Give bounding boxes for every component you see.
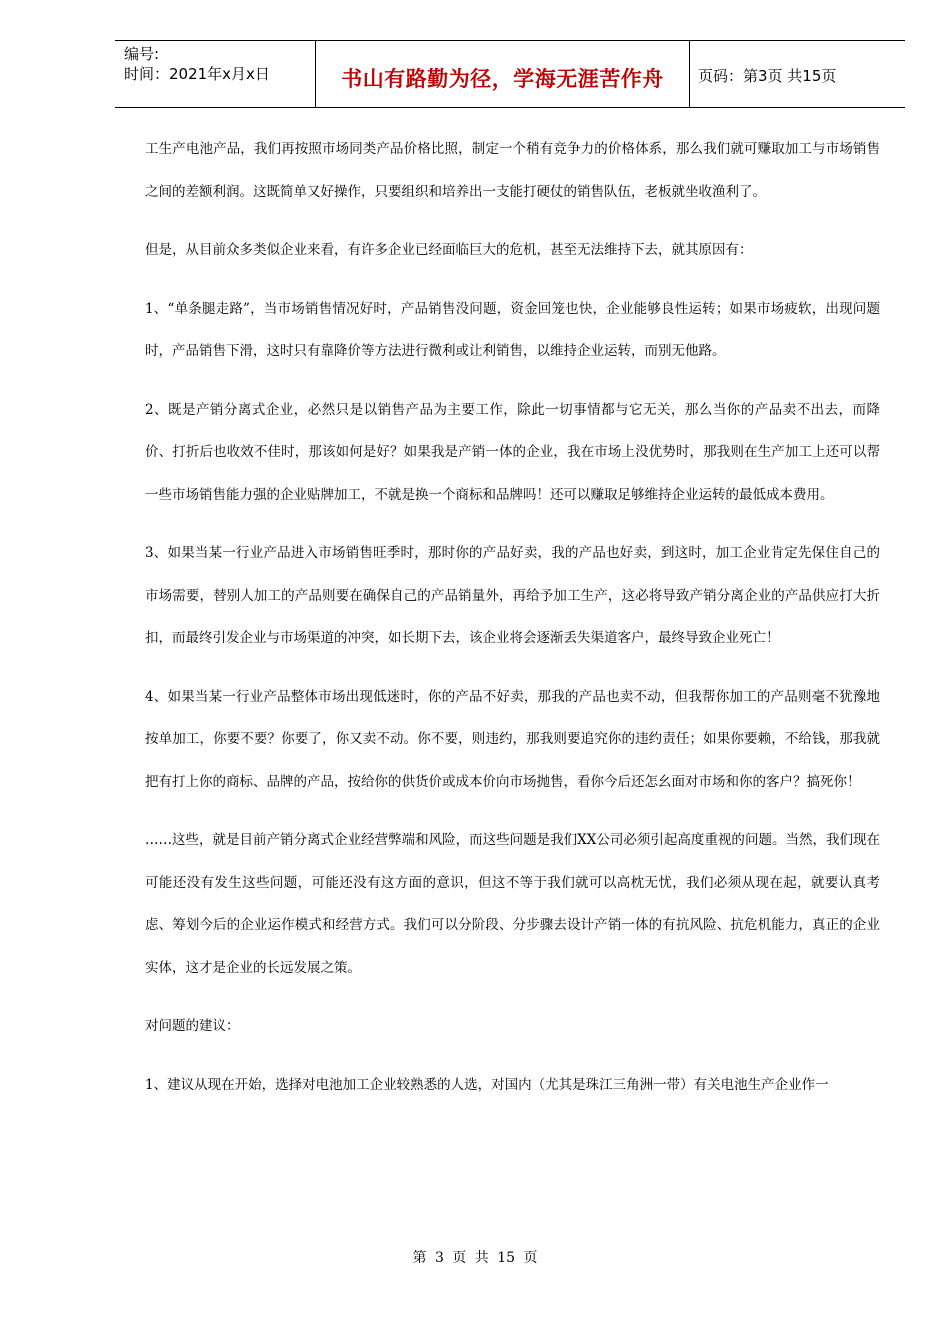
header-page-info: 页码：第3页 共15页 — [698, 67, 837, 85]
paragraph: 1、建议从现在开始，选择对电池加工企业较熟悉的人选，对国内（尤其是珠江三角洲一带）有关电池生产企业作一 — [145, 1076, 829, 1093]
date-label: 时间：2021年x月x日 — [124, 65, 270, 83]
paragraph: 工生产电池产品，我们再按照市场同类产品价格比照，制定一个稍有竞争力的价格体系，那么我们就可赚取加工与市场销售之间的差额利润。这既简单又好操作，只要组织和培养出一支能打硬仗的销售队伍，老板就坐收渔利了。 — [145, 141, 880, 200]
header-page-cell — [690, 41, 905, 107]
page-footer: 第 3 页 共 15 页 — [412, 1250, 538, 1266]
paragraph: 4、如果当某一行业产品整体市场出现低迷时，你的产品不好卖，那我的产品也卖不动，但我帮你加工的产品则毫不犹豫地按单加工，你要不要？你要了，你又卖不动。你不要，则违约，那我则要追究你的违约责任；如果你要赖，不给钱，那我就把有打上你的商标、品牌的产品，按给你的供货价或成本价向市场抛售，看你今后还怎幺面对市场和你的客户？搞死你！ — [145, 688, 880, 790]
header-meta-cell — [115, 41, 316, 107]
header-motto-cell — [316, 41, 690, 107]
paragraph: 3、如果当某一行业产品进入市场销售旺季时，那时你的产品好卖，我的产品也好卖，到这时，加工企业肯定先保住自己的市场需要，替别人加工的产品则要在确保自己的产品销量外，再给予加工生产，这必将导致产销分离企业的产品供应打大折扣，而最终引发企业与市场渠道的冲突，如长期下去，该企业将会逐渐丢失渠道客户，最终导致企业死亡！ — [145, 545, 880, 646]
paragraph: ……这些，就是目前产销分离式企业经营弊端和风险，而这些问题是我们XX公司必须引起高度重视的问题。当然，我们现在可能还没有发生这些问题，可能还没有这方面的意识，但这不等于我们就可以高枕无忧，我们必须从现在起，就要认真考虑、筹划今后的企业运作模式和经营方式。我们可以分阶段、分步骤去设计产销一体的有抗风险、抗危机能力，真正的企业实体，这才是企业的长远发展之策。 — [145, 832, 880, 976]
paragraph: 2、既是产销分离式企业，必然只是以销售产品为主要工作，除此一切事情都与它无关，那么当你的产品卖不出去，而降价、打折后也收效不佳时，那该如何是好？如果我是产销一体的企业，我在市场上没优势时，那我则在生产加工上还可以帮一些市场销售能力强的企业贴牌加工，不就是换一个商标和品牌吗！还可以赚取足够维持企业运转的最低成本费用。 — [145, 401, 880, 503]
serial-number-label: 编号: — [124, 45, 160, 63]
paragraph: 但是，从目前众多类似企业来看，有许多企业已经面临巨大的危机，甚至无法维持下去，就其原因有： — [145, 242, 753, 258]
page-header — [115, 40, 905, 108]
header-motto: 书山有路勤为径，学海无涯苦作舟 — [341, 67, 664, 91]
document-body — [145, 128, 880, 1122]
paragraph: 1、“单条腿走路”，当市场销售情况好时，产品销售没问题，资金回笼也快，企业能够良性运转；如果市场疲软，出现问题时，产品销售下滑，这时只有靠降价等方法进行微利或让利销售，以维持企业运转，而别无他路。 — [145, 300, 880, 359]
paragraph: 对问题的建议： — [145, 1018, 240, 1034]
